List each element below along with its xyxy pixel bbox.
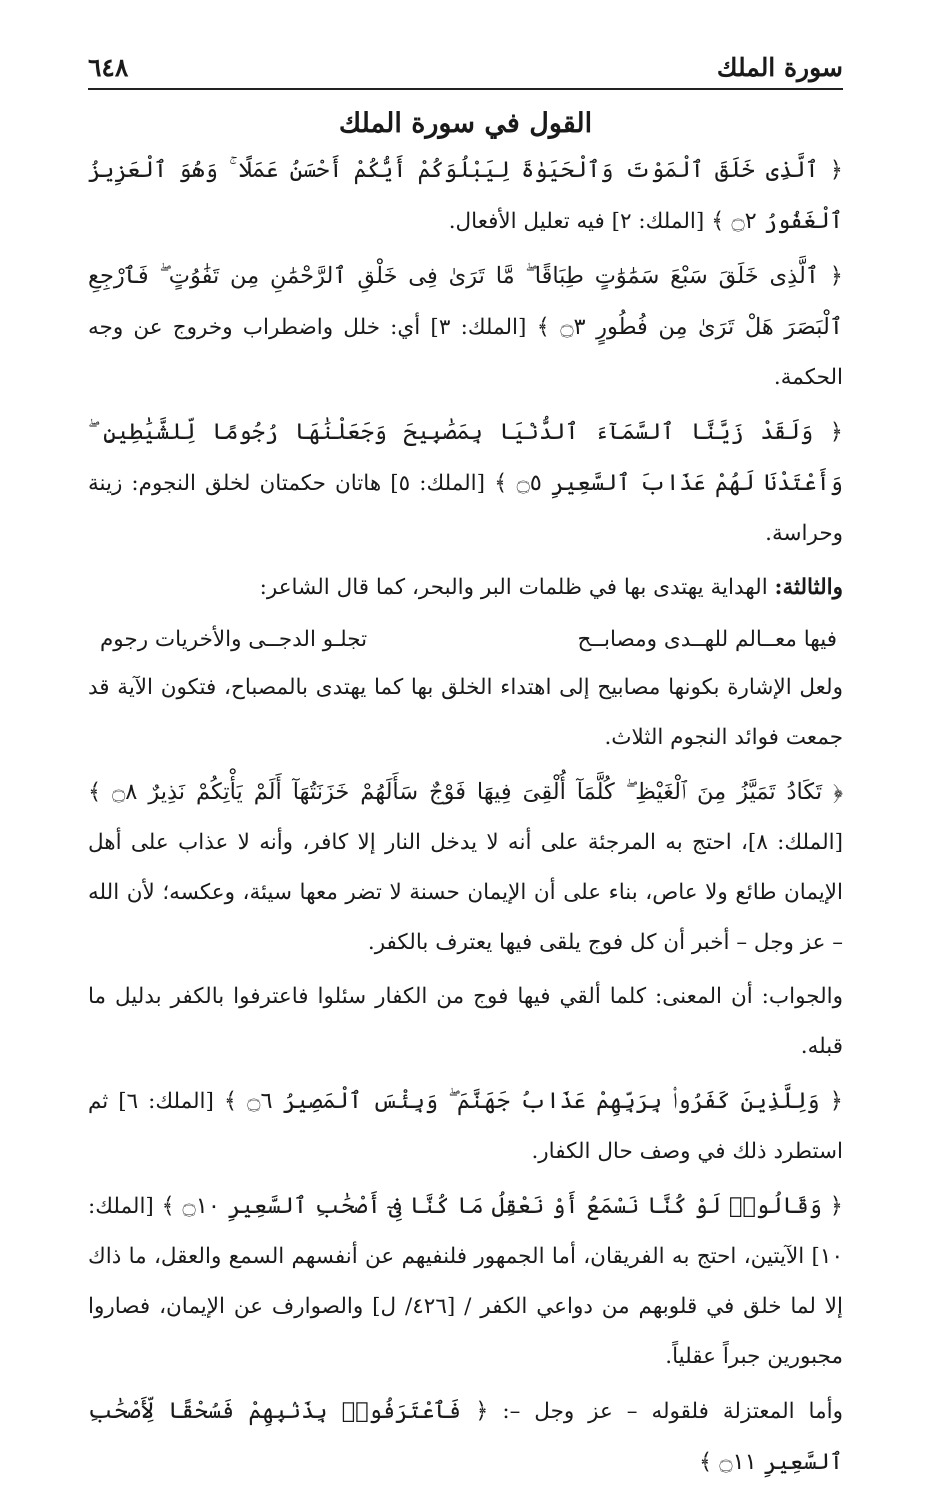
paragraph-ayah-10 xyxy=(88,1181,843,1382)
commentary-text: [الملك: ٦] ثم استطرد ذلك في وصف حال الكفار. xyxy=(88,1089,843,1164)
commentary-text: [الملك: ٥] هاتان حكمتان لخلق النجوم: زينة وحراسة. xyxy=(88,471,843,546)
commentary-text: [الملك: ٣] أي: خلل واضطراب وخروج عن وجه الحكمة. xyxy=(88,315,843,390)
quran-verse: ﴿ فَٱعْتَرَفُوا۟ بِذَنۢبِهِمْ فَسُحْقًا لِّأَصْحَٰبِ ٱلسَّعِيرِ ۝١١ ﴾ xyxy=(88,1398,843,1475)
commentary-text: [الملك: ٢] فيه تعليل الأفعال. xyxy=(448,209,705,234)
lead-word: والثالثة: xyxy=(774,575,843,600)
commentary-text: الهداية يهتدى بها في ظلمات البر والبحر، كما قال الشاعر: xyxy=(259,575,768,600)
paragraph-ayah-5 xyxy=(88,407,843,559)
paragraph-ayah-6 xyxy=(88,1076,843,1177)
page-header xyxy=(88,30,843,90)
commentary-text: والجواب: أن المعنى: كلما ألقي فيها فوج من الكفار سئلوا فاعترفوا بالكفر بدليل ما قبله. xyxy=(88,984,843,1059)
paragraph-ayah-3 xyxy=(88,251,843,403)
paragraph-mutazila xyxy=(88,1386,843,1488)
poetry-right-hemistich: فيها معــالم للهــدى ومصابــح xyxy=(577,627,837,652)
quran-verse: ﴿ ٱلَّذِى خَلَقَ ٱلْمَوْتَ وَٱلْحَيَوٰةَ لِيَبْلُوَكُمْ أَيُّكُمْ أَحْسَنُ عَمَلًا ۚ وَهُوَ ٱلْعَزِيزُ ٱلْغَفُورُ ۝٢ ﴾ xyxy=(88,157,843,234)
quran-verse: ﴿ ٱلَّذِى خَلَقَ سَبْعَ سَمَٰوَٰتٍ طِبَاقًا ۖ مَّا تَرَىٰ فِى خَلْقِ ٱلرَّحْمَٰنِ مِن تَفَٰوُتٍ ۖ فَٱرْجِعِ ٱلْبَصَرَ هَلْ تَرَىٰ مِن فُطُورٍ ۝٣ ﴾ xyxy=(88,263,843,340)
quran-verse: ﴿ وَلَقَدْ زَيَّنَّا ٱلسَّمَآءَ ٱلدُّنْيَا بِمَصَٰبِيحَ وَجَعَلْنَٰهَا رُجُومًا لِّلشَّيَٰطِينِ ۖ وَأَعْتَدْنَا لَهُمْ عَذَابَ ٱلسَّعِيرِ ۝٥ ﴾ xyxy=(88,419,843,496)
commentary-text: وأما المعتزلة فلقوله – عز وجل –: xyxy=(502,1399,843,1424)
paragraph-ayah-2 xyxy=(88,145,843,247)
commentary-text: ولعل الإشارة بكونها مصابيح إلى اهتداء الخلق بها كما يهتدى بالمصباح، فتكون الآية قد جمعت فوائد النجوم الثلاث. xyxy=(88,675,843,750)
paragraph-ayah-8 xyxy=(88,767,843,968)
section-title: القول في سورة الملك xyxy=(338,108,593,139)
quran-verse: ﴿ وَقَالُوا۟ لَوْ كُنَّا نَسْمَعُ أَوْ نَعْقِلُ مَا كُنَّا فِىٓ أَصْحَٰبِ ٱلسَّعِيرِ ۝١٠ ﴾ xyxy=(161,1193,843,1219)
commentary-text: [الملك: ١٠] الآيتين، احتج به الفريقان، أما الجمهور فلنفيهم عن أنفسهم السمع والعقل، ما ذاك إلا لما خلق في قلوبهم من دواعي الكفر / [٤٢٦/ ل] والصوارف عن الإيمان، فصاروا مجبورين جبراً عقلياً. xyxy=(88,1194,843,1369)
quran-verse: ﴿ تَكَادُ تَمَيَّزُ مِنَ ٱلْغَيْظِ ۖ كُلَّمَآ أُلْقِىَ فِيهَا فَوْجٌ سَأَلَهُمْ خَزَنَتُهَآ أَلَمْ يَأْتِكُمْ نَذِيرٌ ۝٨ ﴾ xyxy=(88,779,843,805)
commentary-text: [الملك: ٨]، احتج به المرجئة على أنه لا يدخل النار إلا كافر، وأنه لا عذاب على أهل الإيمان طائع ولا عاص، بناء على أن الإيمان حسنة لا تضر معها سيئة، وعكسه؛ لأن الله – عز وجل – أخبر أن كل فوج يلقى فيها يعترف بالكفر. xyxy=(88,830,843,955)
paragraph-answer xyxy=(88,972,843,1072)
quran-verse: ﴿ وَلِلَّذِينَ كَفَرُوا۟ بِرَبِّهِمْ عَذَابُ جَهَنَّمَ ۖ وَبِئْسَ ٱلْمَصِيرُ ۝٦ ﴾ xyxy=(223,1088,843,1114)
paragraph-stars xyxy=(88,663,843,763)
paragraph-third xyxy=(88,563,843,613)
surah-name: سورة الملك xyxy=(716,53,843,82)
poetry-verse xyxy=(88,617,843,663)
poetry-left-hemistich: تجلـو الدجــى والأخريات رجوم xyxy=(100,627,368,652)
page-number: ٦٤٨ xyxy=(88,53,129,82)
